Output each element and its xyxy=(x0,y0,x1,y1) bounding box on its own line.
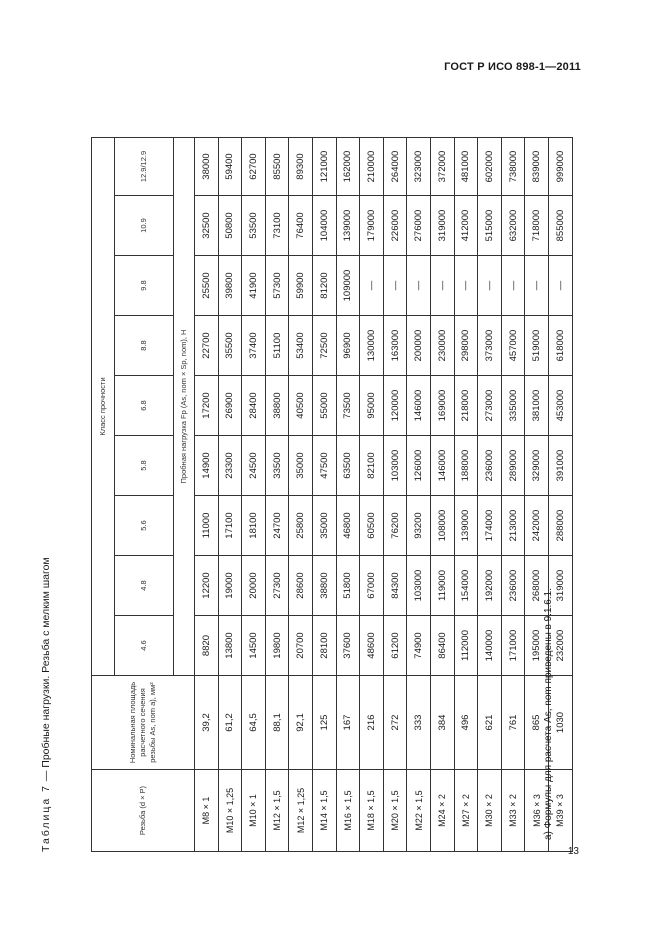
table-row xyxy=(430,138,454,852)
thread-cell: M8 × 1 xyxy=(195,770,219,852)
load-cell: 139000 xyxy=(336,196,360,256)
load-cell: 28600 xyxy=(289,556,313,616)
load-cell: 120000 xyxy=(383,376,407,436)
load-cell: 82100 xyxy=(360,436,384,496)
load-cell: 226000 xyxy=(383,196,407,256)
load-cell: 20000 xyxy=(242,556,266,616)
load-cell: 59400 xyxy=(218,138,242,196)
proof-load-table xyxy=(91,137,573,852)
load-cell: 89300 xyxy=(289,138,313,196)
header-class: 5.8 xyxy=(115,436,174,496)
load-cell: 108000 xyxy=(430,496,454,556)
thread-cell: M24 × 2 xyxy=(430,770,454,852)
load-cell: 12200 xyxy=(195,556,219,616)
load-cell: 35500 xyxy=(218,316,242,376)
load-cell: 236000 xyxy=(501,556,525,616)
area-cell: 272 xyxy=(383,676,407,770)
load-cell: 26900 xyxy=(218,376,242,436)
load-cell: 17200 xyxy=(195,376,219,436)
load-cell: 319000 xyxy=(430,196,454,256)
load-cell: 57300 xyxy=(265,256,289,316)
standard-id: ГОСТ Р ИСО 898-1—2011 xyxy=(444,61,581,73)
table-row xyxy=(383,138,407,852)
load-cell: 60500 xyxy=(360,496,384,556)
load-cell: 81200 xyxy=(312,256,336,316)
load-cell: 28100 xyxy=(312,616,336,676)
load-cell: 188000 xyxy=(454,436,478,496)
load-cell: 264000 xyxy=(383,138,407,196)
header-strength-class: Класс прочности xyxy=(92,138,115,676)
load-cell: 140000 xyxy=(478,616,502,676)
load-cell: 74900 xyxy=(407,616,431,676)
load-cell: 126000 xyxy=(407,436,431,496)
load-cell: 119000 xyxy=(430,556,454,616)
load-cell: 25500 xyxy=(195,256,219,316)
load-cell: 268000 xyxy=(525,556,549,616)
load-cell: 210000 xyxy=(360,138,384,196)
load-cell: 53500 xyxy=(242,196,266,256)
load-cell: 63500 xyxy=(336,436,360,496)
load-cell: 67000 xyxy=(360,556,384,616)
load-cell: 40500 xyxy=(289,376,313,436)
load-cell: — xyxy=(478,256,502,316)
load-cell: 319000 xyxy=(548,556,572,616)
thread-cell: M18 × 1,5 xyxy=(360,770,384,852)
table-row xyxy=(454,138,478,852)
load-cell: 242000 xyxy=(525,496,549,556)
header-class: 12.9/12.9 xyxy=(115,138,174,196)
load-cell: 14900 xyxy=(195,436,219,496)
thread-cell: M30 × 2 xyxy=(478,770,502,852)
load-cell: 11000 xyxy=(195,496,219,556)
load-cell: 38000 xyxy=(195,138,219,196)
header-class: 4.6 xyxy=(115,616,174,676)
thread-cell: M14 × 1,5 xyxy=(312,770,336,852)
load-cell: 372000 xyxy=(430,138,454,196)
table-row xyxy=(336,138,360,852)
load-cell: 38800 xyxy=(265,376,289,436)
load-cell: 169000 xyxy=(430,376,454,436)
load-cell: 163000 xyxy=(383,316,407,376)
header-area: Номинальная площадь расчетного сечения резьбы As, nom a), мм² xyxy=(92,676,195,770)
table-row xyxy=(478,138,502,852)
table-title: — Пробные нагрузки. Резьба с мелким шагом xyxy=(40,557,52,785)
thread-cell: M10 × 1,25 xyxy=(218,770,242,852)
load-cell: 13800 xyxy=(218,616,242,676)
load-cell: 27300 xyxy=(265,556,289,616)
load-cell: 18100 xyxy=(242,496,266,556)
header-class: 9.8 xyxy=(115,256,174,316)
load-cell: 17100 xyxy=(218,496,242,556)
area-cell: 92,1 xyxy=(289,676,313,770)
area-cell: 865 xyxy=(525,676,549,770)
load-cell: 37400 xyxy=(242,316,266,376)
load-cell: 718000 xyxy=(525,196,549,256)
load-cell: 276000 xyxy=(407,196,431,256)
footnote: a) Формулы для расчета As, nom приведены в 9.1.6.1. xyxy=(543,588,554,840)
load-cell: 24500 xyxy=(242,436,266,496)
load-cell: 146000 xyxy=(407,376,431,436)
load-cell: 84300 xyxy=(383,556,407,616)
load-cell: 73500 xyxy=(336,376,360,436)
load-cell: 96900 xyxy=(336,316,360,376)
load-cell: 298000 xyxy=(454,316,478,376)
load-cell: 391000 xyxy=(548,436,572,496)
load-cell: 453000 xyxy=(548,376,572,436)
load-cell: 602000 xyxy=(478,138,502,196)
load-cell: 62700 xyxy=(242,138,266,196)
load-cell: 25800 xyxy=(289,496,313,556)
table-row xyxy=(312,138,336,852)
load-cell: 121000 xyxy=(312,138,336,196)
load-cell: 103000 xyxy=(383,436,407,496)
load-cell: 457000 xyxy=(501,316,525,376)
area-cell: 333 xyxy=(407,676,431,770)
load-cell: 289000 xyxy=(501,436,525,496)
load-cell: 41900 xyxy=(242,256,266,316)
area-cell: 496 xyxy=(454,676,478,770)
area-cell: 216 xyxy=(360,676,384,770)
load-cell: 109000 xyxy=(336,256,360,316)
load-cell: 33500 xyxy=(265,436,289,496)
load-cell: 373000 xyxy=(478,316,502,376)
load-cell: 218000 xyxy=(454,376,478,436)
load-cell: 61200 xyxy=(383,616,407,676)
load-cell: 146000 xyxy=(430,436,454,496)
load-cell: 48600 xyxy=(360,616,384,676)
load-cell: 19800 xyxy=(265,616,289,676)
area-cell: 621 xyxy=(478,676,502,770)
load-cell: 24700 xyxy=(265,496,289,556)
load-cell: 288000 xyxy=(548,496,572,556)
area-cell: 167 xyxy=(336,676,360,770)
load-cell: 95000 xyxy=(360,376,384,436)
thread-cell: M36 × 3 xyxy=(525,770,549,852)
load-cell: 32500 xyxy=(195,196,219,256)
load-cell: — xyxy=(407,256,431,316)
load-cell: 618000 xyxy=(548,316,572,376)
load-cell: 174000 xyxy=(478,496,502,556)
load-cell: 55000 xyxy=(312,376,336,436)
load-cell: 381000 xyxy=(525,376,549,436)
load-cell: — xyxy=(430,256,454,316)
load-cell: 154000 xyxy=(454,556,478,616)
area-cell: 1030 xyxy=(548,676,572,770)
load-cell: 200000 xyxy=(407,316,431,376)
load-cell: 179000 xyxy=(360,196,384,256)
header-proof-load: Пробная нагрузка Fp (As, nom × Sp, nom), Н xyxy=(174,138,195,676)
load-cell: 335000 xyxy=(501,376,525,436)
table-caption xyxy=(40,557,52,852)
load-cell: 171000 xyxy=(501,616,525,676)
load-cell: 213000 xyxy=(501,496,525,556)
table-row xyxy=(265,138,289,852)
load-cell: 329000 xyxy=(525,436,549,496)
load-cell: 738000 xyxy=(501,138,525,196)
header-class: 10.9 xyxy=(115,196,174,256)
table-row xyxy=(218,138,242,852)
load-cell: 14500 xyxy=(242,616,266,676)
load-cell: 103000 xyxy=(407,556,431,616)
table-row xyxy=(195,138,219,852)
area-cell: 39,2 xyxy=(195,676,219,770)
table-row xyxy=(360,138,384,852)
load-cell: 195000 xyxy=(525,616,549,676)
load-cell: 481000 xyxy=(454,138,478,196)
load-cell: 35000 xyxy=(289,436,313,496)
load-cell: 50800 xyxy=(218,196,242,256)
load-cell: 86400 xyxy=(430,616,454,676)
table-number: Таблица 7 xyxy=(40,784,52,852)
thread-cell: M22 × 1,5 xyxy=(407,770,431,852)
load-cell: 37600 xyxy=(336,616,360,676)
load-cell: 515000 xyxy=(478,196,502,256)
thread-cell: M39 × 3 xyxy=(548,770,572,852)
thread-cell: M10 × 1 xyxy=(242,770,266,852)
load-cell: 51100 xyxy=(265,316,289,376)
load-cell: 236000 xyxy=(478,436,502,496)
header-class: 5.6 xyxy=(115,496,174,556)
area-cell: 88,1 xyxy=(265,676,289,770)
table-row xyxy=(407,138,431,852)
area-cell: 61,2 xyxy=(218,676,242,770)
load-cell: 192000 xyxy=(478,556,502,616)
load-cell: — xyxy=(454,256,478,316)
area-cell: 125 xyxy=(312,676,336,770)
header-class: 6.8 xyxy=(115,376,174,436)
load-cell: 130000 xyxy=(360,316,384,376)
load-cell: 999000 xyxy=(548,138,572,196)
load-cell: 20700 xyxy=(289,616,313,676)
load-cell: 839000 xyxy=(525,138,549,196)
load-cell: — xyxy=(383,256,407,316)
rotated-table-area xyxy=(40,78,566,852)
load-cell: — xyxy=(360,256,384,316)
load-cell: 47500 xyxy=(312,436,336,496)
load-cell: — xyxy=(525,256,549,316)
load-cell: 72500 xyxy=(312,316,336,376)
table-row xyxy=(242,138,266,852)
load-cell: 23300 xyxy=(218,436,242,496)
load-cell: 162000 xyxy=(336,138,360,196)
load-cell: 53400 xyxy=(289,316,313,376)
area-cell: 761 xyxy=(501,676,525,770)
load-cell: 232000 xyxy=(548,616,572,676)
load-cell: 35000 xyxy=(312,496,336,556)
thread-cell: M12 × 1,5 xyxy=(265,770,289,852)
thread-cell: M33 × 2 xyxy=(501,770,525,852)
load-cell: 93200 xyxy=(407,496,431,556)
load-cell: 855000 xyxy=(548,196,572,256)
load-cell: 19000 xyxy=(218,556,242,616)
load-cell: 39800 xyxy=(218,256,242,316)
load-cell: 139000 xyxy=(454,496,478,556)
load-cell: 59900 xyxy=(289,256,313,316)
load-cell: 632000 xyxy=(501,196,525,256)
thread-cell: M12 × 1,25 xyxy=(289,770,313,852)
header-class: 8.8 xyxy=(115,316,174,376)
load-cell: 51800 xyxy=(336,556,360,616)
load-cell: 323000 xyxy=(407,138,431,196)
load-cell: — xyxy=(501,256,525,316)
load-cell: 76200 xyxy=(383,496,407,556)
load-cell: 28400 xyxy=(242,376,266,436)
load-cell: 230000 xyxy=(430,316,454,376)
header-class: 4.8 xyxy=(115,556,174,616)
load-cell: 412000 xyxy=(454,196,478,256)
thread-cell: M27 × 2 xyxy=(454,770,478,852)
table-body xyxy=(195,138,573,852)
load-cell: 8820 xyxy=(195,616,219,676)
thread-cell: M16 × 1,5 xyxy=(336,770,360,852)
load-cell: 519000 xyxy=(525,316,549,376)
load-cell: — xyxy=(548,256,572,316)
load-cell: 85500 xyxy=(265,138,289,196)
load-cell: 73100 xyxy=(265,196,289,256)
load-cell: 112000 xyxy=(454,616,478,676)
page-number: 13 xyxy=(567,846,579,857)
area-cell: 64,5 xyxy=(242,676,266,770)
area-cell: 384 xyxy=(430,676,454,770)
load-cell: 38800 xyxy=(312,556,336,616)
table-row xyxy=(289,138,313,852)
table-row xyxy=(501,138,525,852)
header-thread: Резьба (d × P) xyxy=(92,770,195,852)
thread-cell: M20 × 1,5 xyxy=(383,770,407,852)
load-cell: 76400 xyxy=(289,196,313,256)
load-cell: 22700 xyxy=(195,316,219,376)
load-cell: 273000 xyxy=(478,376,502,436)
load-cell: 46800 xyxy=(336,496,360,556)
load-cell: 104000 xyxy=(312,196,336,256)
